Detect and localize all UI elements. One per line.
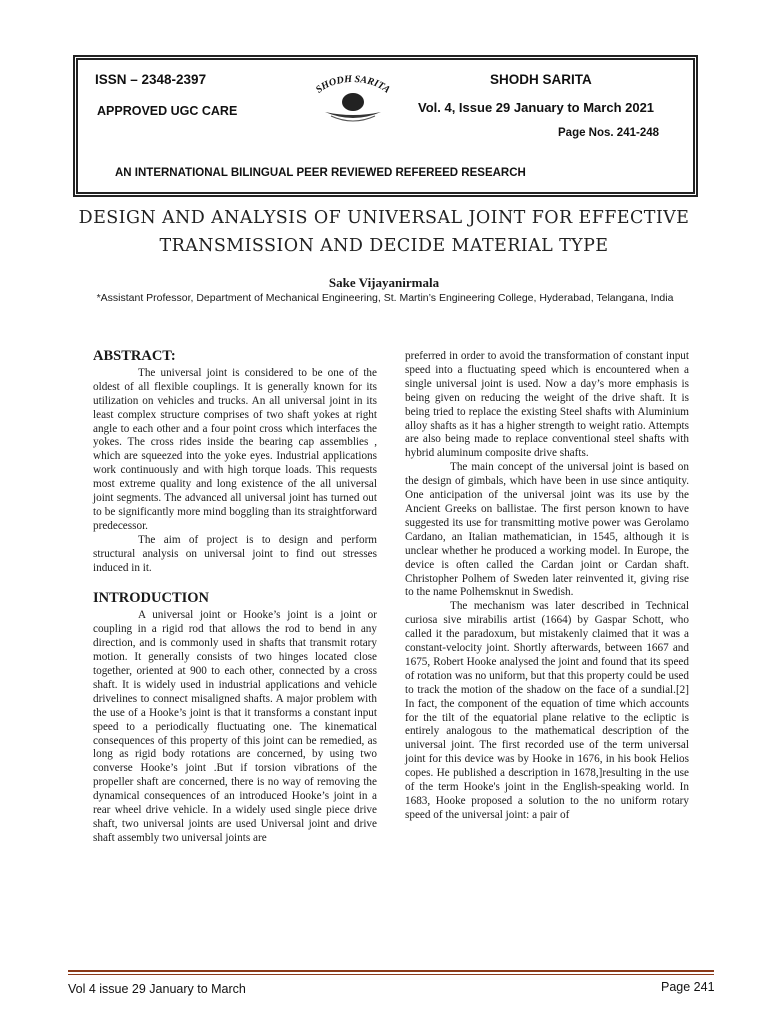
author-name: Sake Vijayanirmala (328, 275, 440, 290)
approved-label: APPROVED UGC CARE (97, 104, 238, 118)
right-paragraph-1: preferred in order to avoid the transformation of constant input speed into a fluctuating speed which is encountered when a single universal joint is used. Now a day’s more emphasis is being given on reducing the weight of the drive shaft. It is being tried to replace the existing Steel shafts with Aluminium alloy shafts as it has a higher strength to weight ratio. Attempts are also being made to replace conventional steel shafts with hybrid aluminum composite drive shafts. (405, 350, 689, 460)
volume-label: Vol. 4, Issue 29 January to March 2021 (418, 100, 655, 115)
footer-issue-label: Vol 4 issue 29 January to March (68, 982, 246, 996)
journal-name: SHODH SARITA (490, 72, 592, 87)
paper-title-line1: DESIGN AND ANALYSIS OF UNIVERSAL JOINT FOR EFFECTIVE (78, 208, 690, 228)
author-affiliation: *Assistant Professor, Department of Mechanical Engineering, St. Martin’s Engineering College, Hyderabad, Telangana, India (96, 292, 674, 304)
right-paragraph-3: The mechanism was later described in Technical curiosa sive mirabilis artist (1664) by Gaspar Schott, who called it the paradoxum, but mistakenly claimed that it was a constant-velocity joint. Shortly afterwards, between 1667 and 1675, Robert Hooke analysed the joint and found that its speed of rotation was no uniform, but that this property could be used to track the motion of the shadow on the face of a sundial.[2] In fact, the component of the equation of time which accounts for the tilt of the equatorial plane relative to the ecliptic is entirely analogous to the mathematical description of the universal joint. The first recorded use of the term universal joint for this device was by Hooke in 1676, in his book Helios copes. He published a description in 1678,]resulting in the use of the term Hooke's joint in the English-speaking world. In 1683, Hooke proposed a solution to the no uniform rotary speed of the universal joint: a pair of (405, 600, 689, 821)
issn-label: ISSN – 2348-2397 (95, 72, 207, 87)
footer-rule (68, 970, 714, 972)
introduction-heading: INTRODUCTION (93, 589, 210, 606)
footer-rule-thin (68, 974, 714, 975)
paper-title-line2: TRANSMISSION AND DECIDE MATERIAL TYPE (159, 236, 609, 256)
abstract-heading: ABSTRACT: (93, 348, 176, 364)
introduction-paragraph: A universal joint or Hooke’s joint is a joint or coupling in a rigid rod that allows the rod to bend in any direction, and is commonly used in shafts that transmit rotary motion. It generally consists of two hinges located close together, oriented at 900 to each other, connected by a cross shaft. It is widely used in industrial applications and vehicle drivelines to connect misaligned shafts. A major problem with the use of a Hooke’s joint is that it transforms a constant input speed to a periodically fluctuating one. The kinematical consequences of this property of this joint can be remedied, as long as rigid body rotations are concerned, by using two converse Hooke’s joint .But if torsion vibrations of the propeller shaft are concerned, there is no way of removing the dynamical consequences of an introduced Hooke’s joint in a rear wheel drive vehicle. In a widely used single piece drive shaft, two universal joints are used Universal joint and drive shaft assembly two universal joints are (93, 609, 377, 844)
svg-text:SHODH SARITA (314, 74, 392, 96)
right-paragraph-2: The main concept of the universal joint is based on the design of gimbals, which have been in use since antiquity. One anticipation of the universal joint was its use by the Ancient Greeks on ballistae. The first person known to have suggested its use for transmitting motive power was Gerolamo Cardano, an Italian mathematician, in 1545, although it is unclear whether he produced a working model. In Europe, the device is often called the Cardan joint or Cardan shaft. Christopher Polhem of Sweden later reinvented it, giving rise to the name Polhemsknut in Swedish. (405, 461, 689, 599)
abstract-paragraph: The universal joint is considered to be one of the oldest of all flexible couplings. It is generally known for its utilization on vehicles and trucks. An all universal joint in its least complex structure comprises of two shaft yokes at right angle to each other and a four point cross which interfaces the yokes. The cross rides inside the bearing cap assemblies , which are squeezed into the yoke eyes. Industrial applications work continuously and with high torque loads. This requests most extreme quality and long existence of the all universal joint segments. The advanced all universal joint has turned out to be significantly more mind boggling than its straightforward predecessor. (93, 366, 377, 532)
logo-text: SHODH SARITA (313, 73, 393, 96)
abstract-aim-paragraph: The aim of project is to design and perform structural analysis on universal joint to find out stresses induced in it. (93, 533, 377, 574)
journal-tagline: AN INTERNATIONAL BILINGUAL PEER REVIEWED REFEREED RESEARCH (115, 167, 526, 179)
journal-logo (303, 72, 403, 130)
right-column (405, 350, 689, 823)
page-range-label: Page Nos. 241-248 (558, 127, 660, 139)
footer-page-number: Page 241 (661, 980, 715, 994)
left-column (93, 350, 377, 846)
